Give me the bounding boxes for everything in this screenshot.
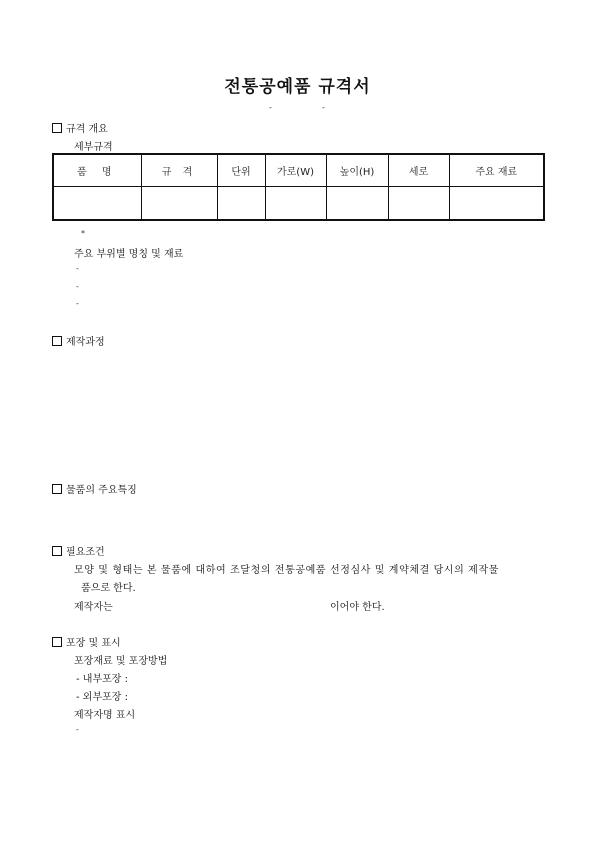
table-header-cell: 단위 <box>217 154 265 187</box>
parts-heading: 주요 부위별 명칭 및 재료 <box>74 249 184 260</box>
requirements-line-2: 품으로 한다. <box>81 583 136 594</box>
section-heading: 필요조건 <box>66 547 105 558</box>
table-cell[interactable] <box>265 187 326 221</box>
table-header-cell: 세로 <box>388 154 449 187</box>
packing-heading: 포장재료 및 포장방법 <box>74 656 168 667</box>
table-header-cell: 주요 재료 <box>449 154 544 187</box>
spec-table <box>52 153 545 221</box>
checkbox-square-icon <box>52 336 62 346</box>
section-production-process <box>52 333 105 348</box>
requirements-line-1: 모양 및 형태는 본 물품에 대하여 조달청의 전통공예품 선정심사 및 계약체결 당시의 제작물 <box>74 565 499 576</box>
section-spec-overview <box>52 120 108 135</box>
section-heading: 물품의 주요특징 <box>66 485 137 496</box>
checkbox-square-icon <box>52 637 62 647</box>
section-requirements <box>52 543 105 558</box>
table-header-cell: 규 격 <box>141 154 217 187</box>
outer-packing-line: - 외부포장 : <box>76 692 128 703</box>
table-cell[interactable] <box>53 187 141 221</box>
table-cell[interactable] <box>326 187 388 221</box>
table-header-cell: 높이(H) <box>326 154 388 187</box>
table-cell[interactable] <box>217 187 265 221</box>
document-title: 전통공예품 규격서 <box>224 77 371 97</box>
subtitle-dash: - <box>269 103 272 112</box>
maker-label: 제작자는 <box>74 602 113 613</box>
table-row <box>53 187 544 221</box>
list-item: - <box>76 264 79 273</box>
list-item: - <box>76 299 79 308</box>
section-heading: 포장 및 표시 <box>66 638 121 649</box>
section-heading: 제작과정 <box>66 337 105 348</box>
maker-mark-heading: 제작자명 표시 <box>74 710 136 721</box>
table-cell[interactable] <box>449 187 544 221</box>
checkbox-square-icon <box>52 546 62 556</box>
note-asterisk: * <box>81 229 85 238</box>
table-header-row <box>53 154 544 187</box>
section-heading: 규격 개요 <box>66 124 108 135</box>
table-header-cell: 가로(W) <box>265 154 326 187</box>
checkbox-square-icon <box>52 123 62 133</box>
section-packing-labeling <box>52 634 121 649</box>
inner-packing-line: - 내부포장 : <box>76 674 128 685</box>
table-cell[interactable] <box>388 187 449 221</box>
section-main-features <box>52 481 137 496</box>
sub-heading-detail-spec: 세부규격 <box>74 142 113 153</box>
maker-suffix: 이어야 한다. <box>330 602 385 613</box>
list-item: - <box>76 282 79 291</box>
list-item: - <box>76 725 79 734</box>
subtitle-dash: - <box>322 103 325 112</box>
table-cell[interactable] <box>141 187 217 221</box>
table-header-cell: 품 명 <box>53 154 141 187</box>
checkbox-square-icon <box>52 484 62 494</box>
